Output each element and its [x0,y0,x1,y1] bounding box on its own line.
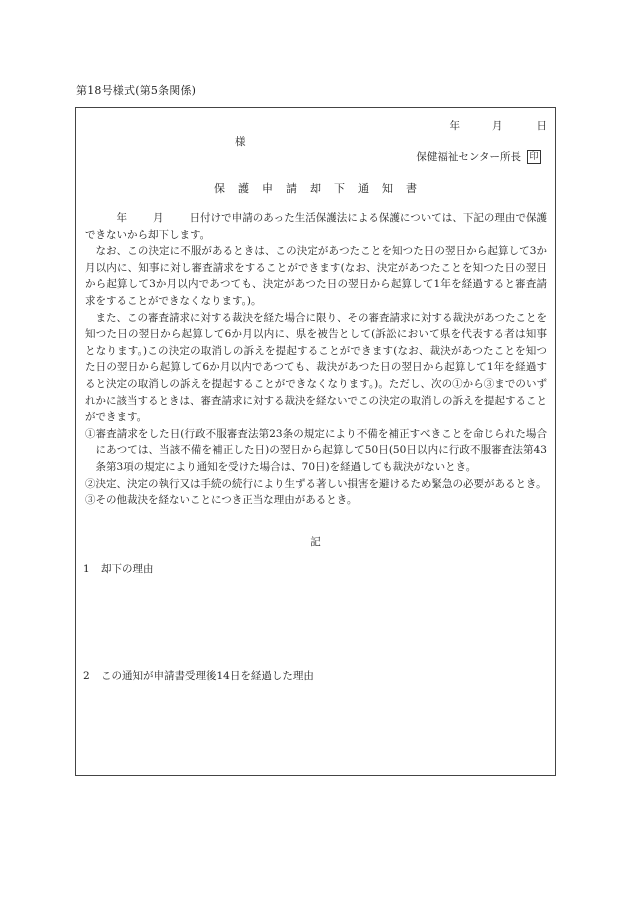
p1-year: 年 [116,212,128,224]
section-label: 却下の理由 [101,563,154,575]
paragraph-lawsuit: また、この審査請求に対する裁決を経た場合に限り、その審査請求に対する裁決があつたことを知つた日の翌日から起算して6か月以内に、県を被告として(訴訟において県を代表する者は知事となります。)この決定の取消しの訴えを提起することができます(なお、裁決があつたことを知つた日の翌日から起算して6か月以内であつても、裁決があつた日の翌日から起算して1年を経過すると決定の取消しの訴えを提起することができなくなります。)。ただし、次の①から③までのいずれかに該当するときは、審査請求に対する裁決を経ないでこの決定の取消しの訴えを提起することができます。 [85,311,547,424]
p1-month: 月 [153,212,164,224]
issuer-name: 保健福祉センター所長 [416,151,521,163]
document-title: 保護申請却下通知書 [214,182,430,195]
issuer [416,149,541,164]
section-reason [83,561,154,576]
list-item: ②決定、決定の執行又は手続の続行により生ずる著しい損害を避けるため緊急の必要があるとき。 [85,477,547,490]
paragraph-decision [85,210,547,243]
section-label: この通知が申請書受理後14日を経過した理由 [101,670,314,682]
notice-body [85,210,547,509]
date-year-label: 年 [449,120,460,132]
form-number: 第18号様式(第5条関係) [76,84,197,97]
p1-text: 日付けで申請のあった生活保護法による保護については、下記の理由で保護できないから却下します。 [85,212,548,241]
section-number: 2 [83,670,90,682]
list-item: ③その他裁決を経ないことにつき正当な理由があるとき。 [85,494,358,507]
section-delay-reason [83,668,314,683]
issue-date [450,118,548,133]
seal-mark: 印 [527,150,541,164]
list-item: ①審査請求をした日(行政不服審査法第23条の規定により不備を補正すべきことを命じられた場合にあつては、当該不備を補正した日)の翌日から起算して50日(50日以内に行政不服審査法第43条第3項の規定により通知を受けた場合は、70日)を経過しても裁決がないとき。 [85,427,547,473]
section-number: 1 [83,563,90,575]
date-month-label: 月 [492,120,503,132]
paragraph-appeal: なお、この決定に不服があるときは、この決定があつたことを知つた日の翌日から起算して3か月以内に、知事に対し審査請求をすることができます(なお、決定があつたことを知つた日の翌日から起算して3か月以内であつても、決定があつた日の翌日から起算して1年を経過すると審査請求をすることができなくなります。)。 [85,245,547,307]
addressee: 様 [235,136,246,148]
ki-heading: 記 [310,536,321,548]
date-day-label: 日 [536,120,547,132]
notice-frame [75,107,556,776]
